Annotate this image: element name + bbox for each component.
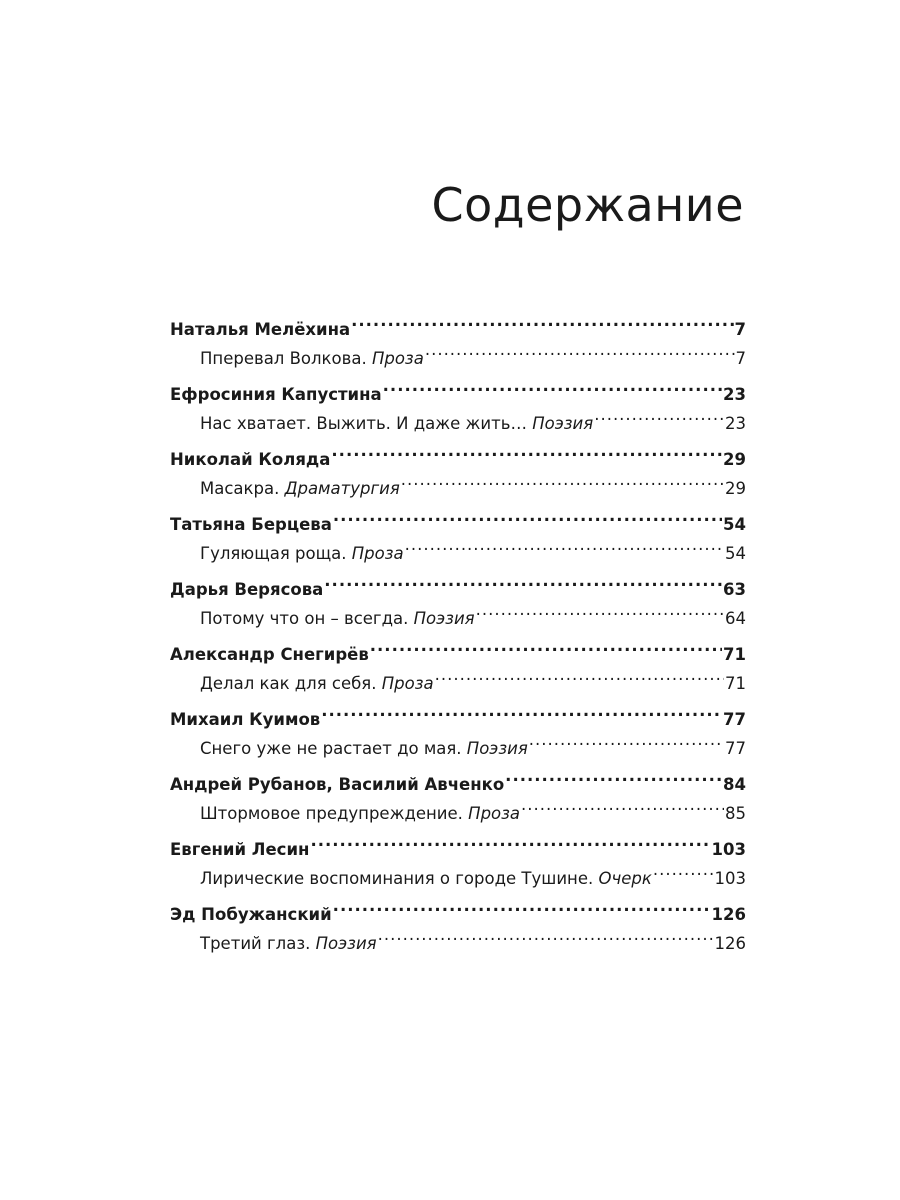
- dot-leader: [653, 855, 714, 884]
- page-number: 126: [714, 934, 746, 953]
- author-name: Михаил Куимов: [170, 710, 321, 729]
- page-number: 63: [723, 580, 746, 599]
- toc-entry: [170, 826, 746, 888]
- toc-author-row[interactable]: [170, 566, 746, 599]
- author-name: Николай Коляда: [170, 450, 331, 469]
- page-number: 23: [725, 414, 746, 433]
- toc-entry: [170, 371, 746, 433]
- page-number: 29: [725, 479, 746, 498]
- toc-entry: [170, 306, 746, 368]
- work-title: Штормовое предупреждение.: [200, 804, 463, 823]
- page-number: 29: [723, 450, 746, 469]
- toc-author-row[interactable]: [170, 891, 746, 924]
- author-name: Дарья Верясова: [170, 580, 324, 599]
- work-genre: Проза: [351, 544, 404, 563]
- work-title: Лирические воспоминания о городе Тушине.: [200, 869, 594, 888]
- toc-author-row[interactable]: [170, 501, 746, 534]
- dot-leader: [370, 631, 722, 660]
- page-number: 84: [723, 775, 746, 794]
- toc-entry: [170, 501, 746, 563]
- page-number: 103: [711, 840, 746, 859]
- dot-leader: [594, 400, 724, 429]
- author-name: Эд Побужанский: [170, 905, 332, 924]
- page-number: 64: [725, 609, 746, 628]
- work-genre: Поэзия: [466, 739, 528, 758]
- toc-entry: [170, 891, 746, 953]
- page-number: 85: [725, 804, 746, 823]
- dot-leader: [351, 306, 733, 335]
- page-number: 54: [725, 544, 746, 563]
- dot-leader: [333, 501, 722, 530]
- work-title: Нас хватает. Выжить. И даже жить…: [200, 414, 527, 433]
- toc-author-row[interactable]: [170, 761, 746, 794]
- work-genre: Проза: [468, 804, 521, 823]
- dot-leader: [331, 436, 722, 465]
- page-number: 54: [723, 515, 746, 534]
- page-number: 77: [725, 739, 746, 758]
- page-number: 7: [735, 349, 746, 368]
- page-title: Содержание: [431, 178, 744, 232]
- dot-leader: [401, 465, 724, 494]
- author-name: Наталья Мелёхина: [170, 320, 351, 339]
- toc-author-row[interactable]: [170, 306, 746, 339]
- author-name: Ефросиния Капустина: [170, 385, 382, 404]
- author-name: Евгений Лесин: [170, 840, 310, 859]
- work-genre: Драматургия: [284, 479, 400, 498]
- page-number: 23: [723, 385, 746, 404]
- toc-entry: [170, 436, 746, 498]
- dot-leader: [405, 530, 724, 559]
- work-genre: Проза: [381, 674, 434, 693]
- work-title: Делал как для себя.: [200, 674, 377, 693]
- toc-author-row[interactable]: [170, 436, 746, 469]
- toc-author-row[interactable]: [170, 631, 746, 664]
- work-genre: Поэзия: [413, 609, 475, 628]
- page-number: 71: [725, 674, 746, 693]
- work-genre: Поэзия: [315, 934, 377, 953]
- dot-leader: [383, 371, 722, 400]
- toc-entry: [170, 696, 746, 758]
- dot-leader: [521, 790, 724, 819]
- dot-leader: [324, 566, 722, 595]
- page-number: 77: [723, 710, 746, 729]
- dot-leader: [333, 891, 711, 920]
- dot-leader: [435, 660, 724, 689]
- work-title: Масакра.: [200, 479, 280, 498]
- toc-author-row[interactable]: [170, 826, 746, 859]
- work-title: Пперевал Волкова.: [200, 349, 367, 368]
- work-genre: Поэзия: [532, 414, 594, 433]
- toc-author-row[interactable]: [170, 696, 746, 729]
- author-name: Андрей Рубанов, Василий Авченко: [170, 775, 505, 794]
- work-genre: Проза: [371, 349, 424, 368]
- toc-author-row[interactable]: [170, 371, 746, 404]
- work-title: Третий глаз.: [200, 934, 311, 953]
- toc-entry: [170, 631, 746, 693]
- work-title: Снего уже не растает до мая.: [200, 739, 462, 758]
- page-number: 126: [711, 905, 746, 924]
- toc-entry: [170, 566, 746, 628]
- page-number: 7: [734, 320, 746, 339]
- table-of-contents: [170, 306, 746, 956]
- dot-leader: [378, 920, 714, 949]
- work-title: Гуляющая роща.: [200, 544, 347, 563]
- dot-leader: [505, 761, 722, 790]
- dot-leader: [529, 725, 724, 754]
- dot-leader: [476, 595, 724, 624]
- dot-leader: [321, 696, 722, 725]
- work-title: Потому что он – всегда.: [200, 609, 409, 628]
- work-genre: Очерк: [598, 869, 652, 888]
- author-name: Татьяна Берцева: [170, 515, 332, 534]
- author-name: Александр Снегирёв: [170, 645, 369, 664]
- dot-leader: [425, 335, 735, 364]
- page-number: 71: [723, 645, 746, 664]
- toc-entry: [170, 761, 746, 823]
- page-number: 103: [714, 869, 746, 888]
- dot-leader: [310, 826, 710, 855]
